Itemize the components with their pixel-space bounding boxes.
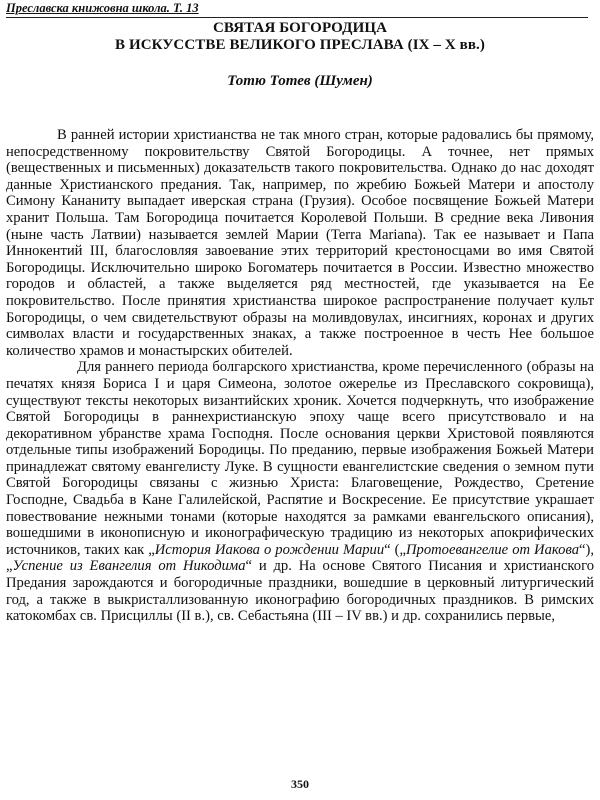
article-title-line-1: СВЯТАЯ БОГОРОДИЦА [212, 20, 388, 36]
paragraph-text: Для раннего периода болгарского христианства, кроме перечисленного (образы на печатях князя Бориса I и царя Симеона, золотое ожерелье из Преславского сокровища), существуют тексты некоторых византийских хроник. Хочется подчеркнуть, что изображение Святой Богородицы в раннехристианскую эпоху чаще всего присутствовало и на декоративном убранстве храма Господня. После основания церкви Христовой появляются отдельные типы изображений Бородицы. По преданию, первые изображения Божьей Матери принадлежат святому евангелисту Луке. В сущности евангелистские сведения о земном пути Святой Богородицы связаны с жизнью Христа: Благовещение, Рождество, Сретение Господне, Свадьба в Кане Галилейской, Распятие и Воскресение. Ее присутствие украшает повествование нежными тонами (которые находятся за рамками евангельского описания), вошедшими в иконописную и иконографическую традицию из некоторых апокрифических источников, таких как „ [6, 359, 594, 558]
italic-citation: Успение из Евангелия от Никодима [12, 558, 246, 575]
paragraph-text: “ и др. На основе Святого Писания и христианского Предания зарождаются и богородичные праздники, вошедшие в церковный литургический год, а также в выкристаллизованную иконографию богородичных праздников. В римских катокомбах св. Присциллы (II в.), св. Себастьяна (III – IV вв.) и др. сохранились первые, [6, 558, 594, 625]
page-number: 350 [291, 777, 309, 791]
running-header: Преславска книжовна школа. Т. 13 [6, 1, 588, 18]
paragraph-text: “), „ [6, 541, 594, 575]
paragraph [6, 127, 594, 359]
article-body [6, 127, 594, 625]
article-title-line-2: В ИСКУССТВЕ ВЕЛИКОГО ПРЕСЛАВА (IX – X вв.) [114, 37, 486, 53]
paragraph [6, 359, 594, 625]
italic-citation: История Иакова о рождении Марии [154, 541, 385, 558]
article-author: Тотю Тотев (Шумен) [227, 73, 373, 89]
paragraph-text: “ („ [384, 541, 406, 558]
italic-citation: Протоевангелие от Иакова [406, 541, 579, 558]
paragraph-text: В ранней истории христианства не так много стран, которые радовались бы прямому, непосредственному покровительству Святой Богородицы. А точнее, нет прямых (вещественных и письменных) доказательств такого покровительства. Однако до нас доходят данные Христианского предания. Так, например, по жребию Божьей Матери и апостолу Симону Кананиту выпадает иверская страна (Грузия). Особое посвящение Божьей Матери хранит Польша. Там Богородица почитается Королевой Польши. В средние века Ливония (ныне часть Латвии) называется землей Марии (Terra Mariana). Так ее называет и Папа Иннокентий III, благословляя завоевание этих территорий крестоносцами во имя Святой Богородицы. Исключительно широко Богоматерь почитается в России. Известно множество городов и областей, а также выделяется ряд местностей, где указывается на Ее покровительство. После принятия христианства широкое распространение получает культ Богородицы, о чем свидетельствуют образы на моливдовулах, инсигниях, коронах и других символах власти и государственных знаках, а также построенное в честь Нее большое количество храмов и монастырских обителей. [6, 127, 594, 359]
